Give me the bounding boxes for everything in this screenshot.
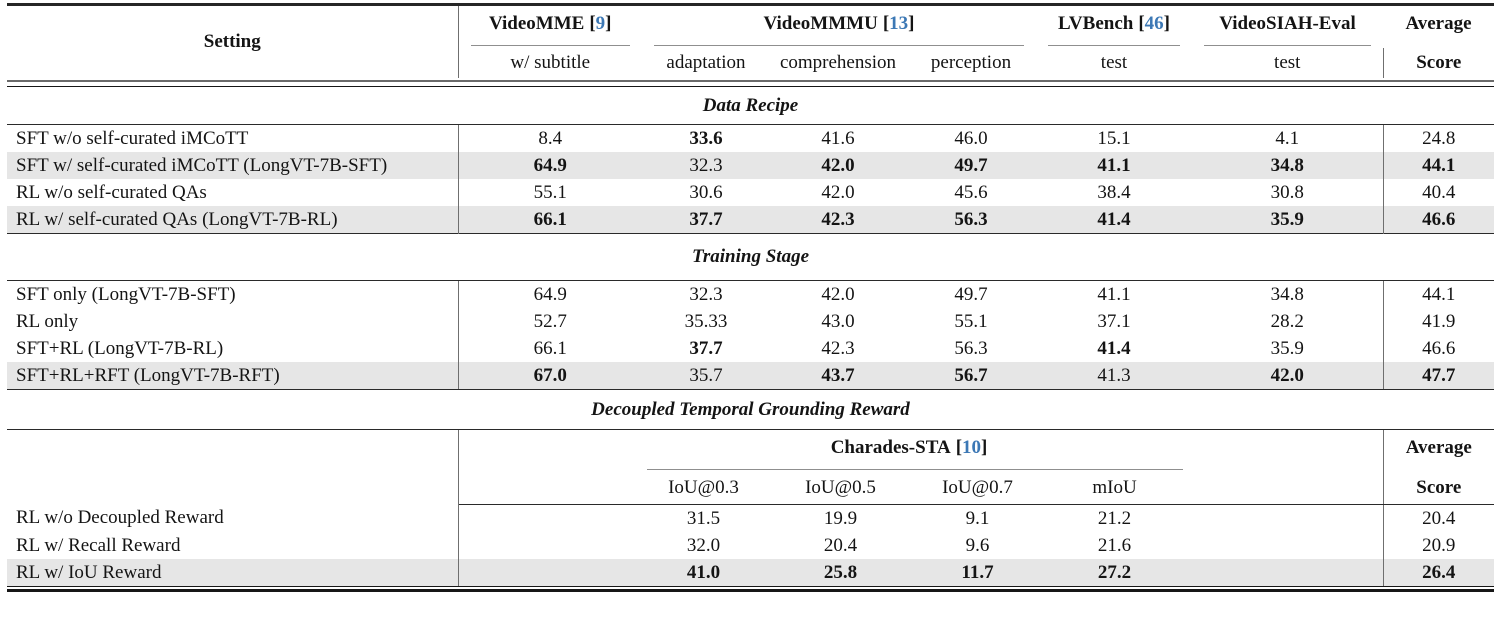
score-cell: 52.7	[533, 310, 567, 332]
cell-spacer	[1183, 505, 1383, 533]
videomme-underline	[471, 45, 631, 46]
charades-label: Charades-STA	[830, 437, 951, 458]
setting-label: RL w/ Recall Reward	[7, 532, 458, 559]
score-cell: 56.7	[954, 364, 988, 386]
score-cell: 4.1	[1275, 127, 1300, 149]
average-score-cell: 44.1	[1383, 152, 1494, 179]
score-cell: 28.2	[1270, 310, 1304, 332]
score-cell: 8.4	[538, 127, 563, 149]
score-cell: 42.0	[821, 181, 855, 203]
score-cell: 32.3	[689, 283, 723, 305]
subhead-iou03: IoU@0.3	[635, 472, 772, 505]
score-cell: 35.9	[1270, 208, 1304, 230]
videosiah-underline	[1204, 45, 1371, 46]
setting-column-header: Setting	[7, 6, 458, 78]
subhead-adaptation: adaptation	[666, 52, 746, 73]
setting-label: SFT w/o self-curated iMCoTT	[7, 125, 458, 153]
table-row	[7, 125, 1494, 153]
section-title-training-stage: Training Stage	[7, 234, 1494, 281]
double-rule-row	[7, 78, 1494, 87]
score-cell: 64.9	[533, 154, 567, 176]
videosiah-header: VideoSIAH-Eval	[1219, 13, 1356, 34]
setting-label: RL w/o Decoupled Reward	[7, 505, 458, 533]
score-cell: 9.6	[965, 534, 990, 556]
score-cell: 41.4	[1097, 337, 1131, 359]
setting-label: RL w/o self-curated QAs	[7, 179, 458, 206]
table-row-highlighted	[7, 152, 1494, 179]
subhead-w-subtitle: w/ subtitle	[510, 52, 591, 73]
subhead-miou: mIoU	[1046, 472, 1183, 505]
videomme-header	[458, 6, 642, 42]
score-cell: 45.6	[954, 181, 988, 203]
score-cell: 32.0	[686, 534, 721, 556]
score-cell: 30.6	[689, 181, 723, 203]
score-cell: 35.9	[1270, 337, 1304, 359]
score-cell: 41.3	[1097, 364, 1131, 386]
setting-label: RL w/ IoU Reward	[7, 559, 458, 586]
score-cell: 43.7	[821, 364, 855, 386]
score-cell: 34.8	[1270, 283, 1304, 305]
citation-link-videomme[interactable]: [ 9 ]	[589, 13, 611, 34]
score-cell: 32.3	[689, 154, 723, 176]
charades-underline	[647, 469, 1183, 470]
double-rule-cell	[7, 78, 1494, 87]
setting-label: SFT only (LongVT-7B-SFT)	[7, 281, 458, 309]
score-cell: 41.0	[686, 561, 721, 583]
average-score-cell: 20.4	[1383, 505, 1494, 533]
score-cell: 37.1	[1097, 310, 1131, 332]
average-score-cell: 40.4	[1383, 179, 1494, 206]
score-cell: 42.3	[821, 208, 855, 230]
table-row-highlighted	[7, 206, 1494, 234]
score-cell: 41.1	[1097, 283, 1131, 305]
score-cell: 34.8	[1270, 154, 1304, 176]
score-cell: 56.3	[954, 337, 988, 359]
subhead-lvbench-test: test	[1100, 52, 1128, 73]
table-row	[7, 179, 1494, 206]
lvbench-label: LVBench	[1058, 13, 1134, 34]
score-cell: 41.4	[1097, 208, 1131, 230]
average-score-cell: 41.9	[1383, 308, 1494, 335]
citation-link-lvbench[interactable]: [ 46 ]	[1138, 13, 1170, 34]
average-header: Average	[1383, 430, 1494, 466]
videommmu-label: VideoMMMU	[763, 13, 878, 34]
score-cell: 37.7	[689, 337, 723, 359]
score-cell: 42.0	[821, 154, 855, 176]
average-score-cell: 46.6	[1383, 206, 1494, 234]
table-row	[7, 281, 1494, 309]
charades-header	[635, 430, 1183, 466]
score-cell: 37.7	[689, 208, 723, 230]
score-cell: 31.5	[686, 507, 721, 529]
score-cell: 42.0	[821, 283, 855, 305]
cell-spacer	[1183, 559, 1383, 586]
average-score-cell: 46.6	[1383, 335, 1494, 362]
lvbench-header	[1036, 6, 1192, 42]
setting-label: SFT w/ self-curated iMCoTT (LongVT-7B-SFT)	[7, 152, 458, 179]
cell-spacer	[458, 559, 635, 586]
subhead-perception: perception	[930, 52, 1012, 73]
videommmu-header	[642, 6, 1036, 42]
table-row-highlighted	[7, 559, 1494, 586]
score-cell: 66.1	[533, 337, 567, 359]
subhead-score: Score	[1383, 472, 1494, 505]
header-spacer	[458, 430, 635, 466]
score-cell: 11.7	[961, 561, 994, 583]
score-cell: 42.0	[1270, 364, 1304, 386]
average-score-cell: 44.1	[1383, 281, 1494, 309]
section-title-data-recipe: Data Recipe	[7, 87, 1494, 125]
score-cell: 20.4	[823, 534, 858, 556]
table-bottom-rule	[7, 586, 1494, 592]
average-score-cell: 24.8	[1383, 125, 1494, 153]
table-row	[7, 308, 1494, 335]
average-header: Average	[1405, 13, 1472, 34]
subhead-spacer	[458, 472, 635, 505]
score-cell: 55.1	[954, 310, 988, 332]
benchmark-results-table	[7, 6, 1494, 389]
setting-column-spacer	[7, 430, 458, 505]
score-cell: 27.2	[1097, 561, 1132, 583]
lvbench-underline	[1048, 45, 1180, 46]
subhead-iou07: IoU@0.7	[909, 472, 1046, 505]
score-cell: 35.7	[689, 364, 723, 386]
citation-link-charades[interactable]: [ 10 ]	[956, 437, 988, 458]
score-cell: 33.6	[689, 127, 723, 149]
average-score-cell: 47.7	[1383, 362, 1494, 389]
score-cell: 41.1	[1097, 154, 1131, 176]
score-cell: 30.8	[1270, 181, 1304, 203]
table-row-highlighted	[7, 362, 1494, 389]
setting-label: RL w/ self-curated QAs (LongVT-7B-RL)	[7, 206, 458, 234]
table-row	[7, 532, 1494, 559]
subhead-iou05: IoU@0.5	[772, 472, 909, 505]
score-cell: 21.2	[1097, 507, 1132, 529]
average-score-cell: 26.4	[1383, 559, 1494, 586]
setting-label: RL only	[7, 308, 458, 335]
score-cell: 46.0	[954, 127, 988, 149]
score-cell: 67.0	[533, 364, 567, 386]
score-cell: 15.1	[1097, 127, 1131, 149]
citation-link-videommmu[interactable]: [ 13 ]	[883, 13, 915, 34]
grounding-results-table	[7, 430, 1494, 586]
score-cell: 19.9	[823, 507, 858, 529]
cell-spacer	[1183, 532, 1383, 559]
score-cell: 41.6	[821, 127, 855, 149]
score-cell: 55.1	[533, 181, 567, 203]
score-cell: 49.7	[954, 283, 988, 305]
setting-label: SFT+RL+RFT (LongVT-7B-RFT)	[7, 362, 458, 389]
section-title-row	[7, 234, 1494, 281]
subhead-comprehension: comprehension	[779, 52, 897, 73]
score-cell: 42.3	[821, 337, 855, 359]
videomme-label: VideoMME	[489, 13, 585, 34]
score-cell: 25.8	[823, 561, 858, 583]
section-title-decoupled-reward: Decoupled Temporal Grounding Reward	[7, 389, 1494, 430]
table-row	[7, 505, 1494, 533]
score-cell: 43.0	[821, 310, 855, 332]
table-row	[7, 335, 1494, 362]
section-title-row	[7, 87, 1494, 125]
header-spacer	[1183, 430, 1383, 466]
cell-spacer	[458, 532, 635, 559]
group-header-row	[7, 430, 1494, 466]
subhead-spacer	[1183, 472, 1383, 505]
subhead-videosiah-test: test	[1274, 52, 1301, 73]
score-cell: 38.4	[1097, 181, 1131, 203]
average-score-cell: 20.9	[1383, 532, 1494, 559]
score-cell: 66.1	[533, 208, 567, 230]
subhead-score: Score	[1383, 48, 1494, 78]
score-cell: 21.6	[1097, 534, 1132, 556]
score-cell: 35.33	[684, 310, 728, 332]
score-cell: 56.3	[954, 208, 988, 230]
score-cell: 9.1	[965, 507, 990, 529]
score-cell: 49.7	[954, 154, 988, 176]
double-rule	[7, 80, 1494, 87]
score-cell: 64.9	[533, 283, 567, 305]
group-header-row	[7, 6, 1494, 42]
setting-label: SFT+RL (LongVT-7B-RL)	[7, 335, 458, 362]
videommmu-underline	[654, 45, 1024, 46]
cell-spacer	[458, 505, 635, 533]
